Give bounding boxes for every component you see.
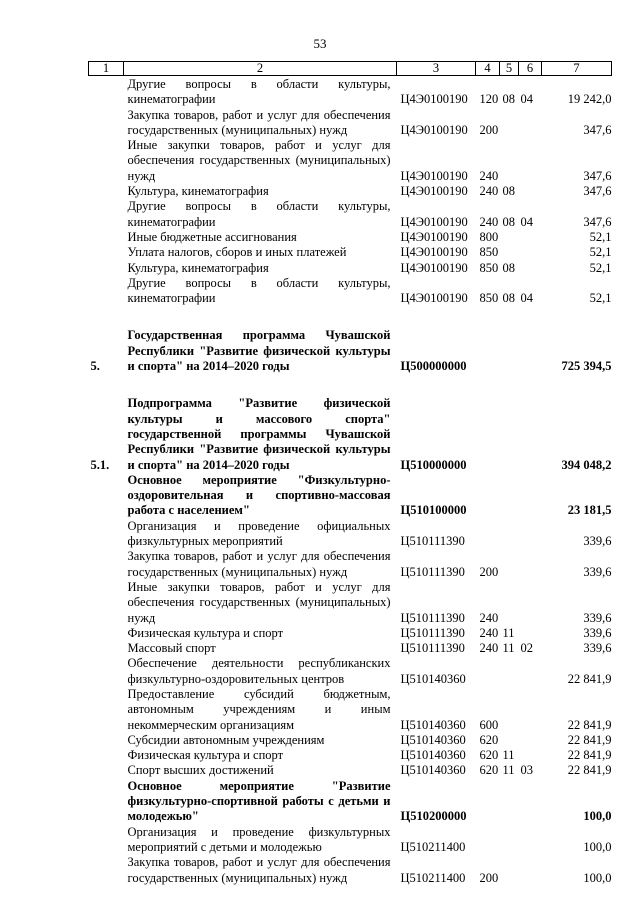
section-code: 08 (502, 184, 515, 199)
subsection-code (519, 825, 542, 856)
section-code (500, 855, 519, 886)
row-name: Уплата налогов, сборов и иных платежей (127, 245, 347, 260)
subsection-code (519, 779, 542, 825)
subsection-code: 04 (520, 92, 533, 107)
target-code: Ц4Э0100190 (400, 245, 468, 260)
row-name: Физическая культура и спорт (127, 625, 284, 640)
target-code: Ц4Э0100190 (400, 291, 468, 306)
row-number (89, 733, 124, 748)
table-row (89, 108, 612, 139)
row-number (89, 779, 124, 825)
table-row (89, 748, 612, 763)
expense-type: 200 (479, 564, 499, 579)
table-row (89, 580, 612, 626)
spacer-row (89, 306, 612, 328)
expense-type (476, 825, 500, 856)
section-code (500, 138, 519, 184)
row-name: Подпрограмма "Развитие физической культуры и массового спорта" государственной программы Чувашской Республики "Развитие физической культуры и спорта" на 2014–2020 годы (127, 396, 391, 472)
target-code: Ц4Э0100190 (400, 92, 468, 107)
spacer-cell (89, 374, 612, 396)
row-name: Предоставление субсидий бюджетным, автономным учреждениям и иным некоммерческим организациям (127, 686, 391, 732)
amount: 52,1 (589, 229, 612, 244)
section-code (500, 733, 519, 748)
expense-type: 240 (479, 168, 499, 183)
target-code: Ц4Э0100190 (400, 184, 468, 199)
section-code (500, 245, 519, 260)
row-number (89, 184, 124, 199)
amount: 725 394,5 (561, 359, 612, 374)
amount: 339,6 (583, 564, 612, 579)
subsection-code (519, 626, 542, 641)
table-row (89, 825, 612, 856)
expense-type (476, 328, 500, 374)
table-row (89, 473, 612, 519)
subsection-code (519, 396, 542, 472)
target-code: Ц510140360 (400, 748, 466, 763)
target-code: Ц4Э0100190 (400, 214, 468, 229)
target-code: Ц510200000 (400, 809, 467, 824)
target-code: Ц510140360 (400, 732, 466, 747)
amount: 22 841,9 (567, 748, 612, 763)
table-row (89, 396, 612, 472)
amount: 22 841,9 (567, 671, 612, 686)
subsection-code (519, 108, 542, 139)
section-code (500, 825, 519, 856)
target-code: Ц510111390 (400, 534, 465, 549)
row-number (89, 825, 124, 856)
amount: 339,6 (583, 534, 612, 549)
row-name: Закупка товаров, работ и услуг для обеспечения государственных (муниципальных) нужд (127, 855, 391, 885)
section-code: 08 (502, 92, 515, 107)
target-code: Ц510100000 (400, 503, 467, 518)
row-number (89, 763, 124, 778)
subsection-code (519, 328, 542, 374)
column-header: 2 (124, 62, 397, 76)
row-number (89, 549, 124, 580)
target-code: Ц510140360 (400, 671, 466, 686)
target-code: Ц510000000 (400, 457, 467, 472)
amount: 347,6 (583, 184, 612, 199)
subsection-code (519, 748, 542, 763)
target-code: Ц510111390 (400, 641, 465, 656)
table-row (89, 626, 612, 641)
column-header: 7 (542, 62, 612, 76)
row-name: Культура, кинематография (127, 260, 269, 275)
table-row (89, 855, 612, 886)
expense-type: 120 (479, 92, 499, 107)
amount: 100,0 (583, 839, 612, 854)
row-number (89, 276, 124, 307)
target-code: Ц4Э0100190 (400, 229, 468, 244)
table-row (89, 261, 612, 276)
row-number (89, 245, 124, 260)
table-row (89, 519, 612, 550)
row-number (89, 641, 124, 656)
target-code: Ц510211400 (400, 870, 466, 885)
column-header: 3 (397, 62, 476, 76)
table-row (89, 656, 612, 687)
amount: 22 841,9 (567, 763, 612, 778)
table-body (89, 76, 612, 886)
row-name: Организация и проведение официальных физкультурных мероприятий (127, 518, 391, 549)
row-name: Другие вопросы в области культуры, кинематографии (127, 199, 391, 229)
row-name: Культура, кинематография (127, 184, 269, 199)
target-code: Ц510111390 (400, 610, 465, 625)
amount: 52,1 (589, 260, 612, 275)
expense-type: 200 (479, 870, 499, 885)
section-code (500, 779, 519, 825)
row-name: Государственная программа Чувашской Республики "Развитие физической культуры и спорта" на 2014–2020 годы (127, 328, 391, 374)
spacer-row (89, 374, 612, 396)
subsection-code: 04 (520, 291, 533, 306)
expense-type: 800 (479, 229, 499, 244)
row-number (89, 199, 124, 230)
page-number: 53 (313, 36, 327, 51)
section-code (500, 396, 519, 472)
amount: 19 242,0 (567, 92, 612, 107)
amount: 52,1 (589, 245, 612, 260)
table-row (89, 733, 612, 748)
table-row (89, 76, 612, 108)
table-row (89, 687, 612, 733)
target-code: Ц510211400 (400, 839, 466, 854)
target-code: Ц4Э0100190 (400, 122, 468, 137)
row-name: Иные закупки товаров, работ и услуг для обеспечения государственных (муниципальных) нужд (127, 138, 391, 183)
target-code: Ц510140360 (400, 763, 466, 778)
table-row (89, 779, 612, 825)
row-number (89, 230, 124, 245)
row-number (89, 855, 124, 886)
amount: 347,6 (583, 122, 612, 137)
expense-type: 240 (479, 610, 499, 625)
expense-type: 240 (479, 625, 499, 640)
column-header: 1 (89, 62, 124, 76)
section-code: 11 (502, 748, 515, 763)
amount: 339,6 (583, 625, 612, 640)
expense-type (476, 779, 500, 825)
expense-type (476, 656, 500, 687)
subsection-code: 02 (520, 641, 533, 656)
section-code: 08 (502, 291, 515, 306)
subsection-code (519, 261, 542, 276)
table-row (89, 199, 612, 230)
row-name: Субсидии автономным учреждениям (127, 732, 325, 747)
expense-type: 240 (479, 184, 499, 199)
expense-type (476, 519, 500, 550)
amount: 100,0 (583, 809, 612, 824)
subsection-code (519, 184, 542, 199)
subsection-code (519, 656, 542, 687)
section-code: 11 (502, 641, 515, 656)
expense-type: 850 (479, 260, 499, 275)
subsection-code (519, 230, 542, 245)
row-number (89, 473, 124, 519)
expense-type: 620 (479, 732, 499, 747)
row-name: Массовый спорт (127, 641, 216, 656)
section-code (500, 656, 519, 687)
section-code (500, 473, 519, 519)
row-number (89, 261, 124, 276)
row-number (89, 748, 124, 763)
row-name: Физическая культура и спорт (127, 748, 284, 763)
row-name: Закупка товаров, работ и услуг для обеспечения государственных (муниципальных) нужд (127, 549, 391, 579)
row-name: Основное мероприятие "Физкультурно-оздоровительная и спортивно-массовая работа с населением" (127, 472, 391, 518)
section-code (500, 687, 519, 733)
expense-type: 620 (479, 763, 499, 778)
amount: 347,6 (583, 214, 612, 229)
section-code: 08 (502, 214, 515, 229)
row-name: Организация и проведение физкультурных мероприятий с детьми и молодежью (127, 824, 391, 854)
section-code (500, 549, 519, 580)
subsection-code (519, 245, 542, 260)
target-code: Ц4Э0100190 (400, 168, 468, 183)
expense-type: 200 (479, 122, 499, 137)
subsection-code (519, 687, 542, 733)
table-row (89, 276, 612, 307)
expense-type: 620 (479, 748, 499, 763)
row-name: Другие вопросы в области культуры, кинематографии (127, 275, 391, 306)
subsection-code (519, 733, 542, 748)
table-row (89, 138, 612, 184)
column-header: 4 (476, 62, 500, 76)
row-name: Иные закупки товаров, работ и услуг для обеспечения государственных (муниципальных) нужд (127, 579, 391, 625)
amount: 52,1 (589, 291, 612, 306)
subsection-code (519, 138, 542, 184)
row-number (89, 626, 124, 641)
subsection-code: 03 (520, 763, 533, 778)
budget-table (88, 61, 612, 886)
row-name: Обеспечение деятельности республиканских физкультурно-оздоровительных центров (127, 656, 391, 686)
subsection-code (519, 855, 542, 886)
expense-type: 240 (479, 214, 499, 229)
row-number: 5.1. (90, 457, 110, 472)
target-code: Ц510111390 (400, 564, 465, 579)
amount: 100,0 (583, 870, 612, 885)
section-code (500, 328, 519, 374)
section-code (500, 230, 519, 245)
row-number (89, 138, 124, 184)
amount: 394 048,2 (561, 457, 612, 472)
section-code (500, 580, 519, 626)
table-header-row (89, 62, 612, 76)
row-name: Закупка товаров, работ и услуг для обеспечения государственных (муниципальных) нужд (127, 107, 391, 137)
amount: 22 841,9 (567, 717, 612, 732)
expense-type: 850 (479, 291, 499, 306)
amount: 339,6 (583, 610, 612, 625)
table-row (89, 549, 612, 580)
section-code (500, 519, 519, 550)
amount: 347,6 (583, 168, 612, 183)
subsection-code: 04 (520, 214, 533, 229)
expense-type: 240 (479, 641, 499, 656)
table-row (89, 763, 612, 778)
target-code: Ц500000000 (400, 359, 467, 374)
table-row (89, 328, 612, 374)
subsection-code (519, 519, 542, 550)
amount: 23 181,5 (567, 503, 612, 518)
target-code: Ц510140360 (400, 717, 466, 732)
section-code: 11 (502, 625, 515, 640)
row-number (89, 580, 124, 626)
row-number (89, 687, 124, 733)
table-row (89, 230, 612, 245)
table-row (89, 184, 612, 199)
row-name: Иные бюджетные ассигнования (127, 229, 297, 244)
subsection-code (519, 580, 542, 626)
column-header: 5 (500, 62, 519, 76)
row-number (89, 656, 124, 687)
column-header: 6 (519, 62, 542, 76)
target-code: Ц510111390 (400, 625, 465, 640)
row-number (89, 519, 124, 550)
table-row (89, 245, 612, 260)
subsection-code (519, 473, 542, 519)
expense-type (476, 473, 500, 519)
row-name: Другие вопросы в области культуры, кинематографии (127, 77, 391, 107)
row-name: Основное мероприятие "Развитие физкультурно-спортивной работы с детьми и молодежью" (127, 778, 391, 824)
section-code: 08 (502, 260, 515, 275)
row-number (89, 108, 124, 139)
expense-type (476, 396, 500, 472)
row-name: Спорт высших достижений (127, 763, 274, 778)
expense-type: 850 (479, 245, 499, 260)
amount: 339,6 (583, 641, 612, 656)
spacer-cell (89, 306, 612, 328)
expense-type: 600 (479, 717, 499, 732)
table-row (89, 641, 612, 656)
section-code: 11 (502, 763, 515, 778)
row-number (89, 76, 124, 108)
target-code: Ц4Э0100190 (400, 260, 468, 275)
subsection-code (519, 549, 542, 580)
amount: 22 841,9 (567, 732, 612, 747)
section-code (500, 108, 519, 139)
row-number: 5. (90, 359, 100, 374)
